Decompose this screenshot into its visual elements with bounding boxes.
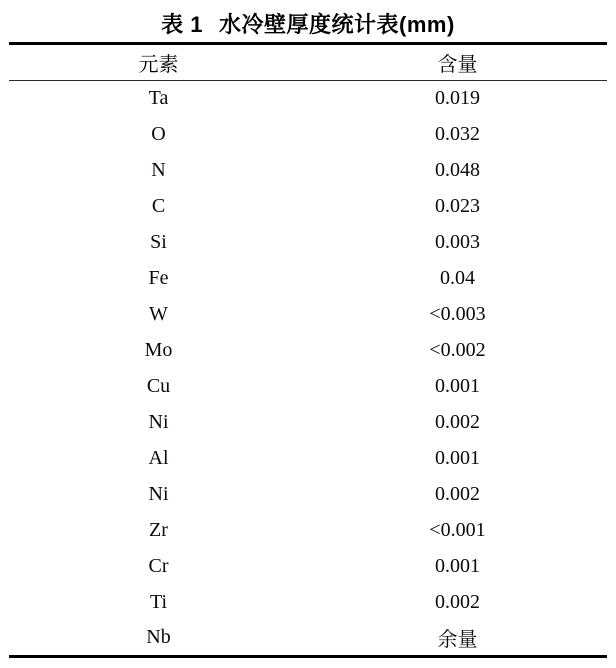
content-cell: 0.001 (435, 447, 480, 469)
element-cell: Cr (148, 555, 169, 577)
element-cell: Cu (146, 375, 171, 397)
table-body (9, 81, 607, 657)
element-cell: Ta (148, 87, 169, 110)
content-cell: <0.002 (429, 339, 486, 361)
table-number-label: 表 1 (161, 11, 204, 37)
composition-table (9, 42, 607, 658)
table-title (0, 0, 616, 42)
table-row (9, 81, 607, 117)
header-element: 元素 (9, 44, 308, 81)
element-cell: Ti (149, 591, 168, 613)
content-cell: <0.001 (429, 519, 486, 541)
header-row (9, 44, 607, 81)
element-cell: Al (148, 447, 169, 469)
content-cell: 0.001 (435, 375, 480, 397)
content-cell: 0.019 (435, 87, 480, 110)
table-row (9, 225, 607, 261)
element-cell: O (151, 123, 166, 145)
content-cell: 0.003 (435, 231, 480, 253)
content-cell: 0.023 (435, 195, 480, 217)
element-cell: Si (150, 231, 167, 253)
element-cell: C (151, 195, 166, 217)
content-cell: 0.04 (440, 267, 475, 289)
table-row (9, 585, 607, 621)
element-cell: Nb (146, 626, 171, 649)
table-row (9, 189, 607, 225)
header-content: 含量 (308, 44, 607, 81)
content-cell: 0.032 (435, 123, 480, 145)
table-row (9, 261, 607, 297)
element-cell: Zr (149, 519, 168, 541)
content-cell: 0.001 (435, 555, 480, 577)
table-row (9, 297, 607, 333)
element-cell: Ni (148, 411, 169, 433)
content-cell: 余量 (437, 629, 478, 652)
element-cell: Ni (148, 483, 169, 505)
table-row (9, 441, 607, 477)
content-cell: 0.048 (435, 159, 480, 181)
content-cell: 0.002 (435, 591, 480, 613)
content-cell: 0.002 (435, 411, 480, 433)
content-cell: 0.002 (435, 483, 480, 505)
table-row (9, 549, 607, 585)
table-row (9, 153, 607, 189)
table-row (9, 405, 607, 441)
content-cell: <0.003 (429, 303, 486, 325)
element-cell: Fe (148, 267, 169, 289)
element-cell: Mo (144, 339, 173, 361)
table-row (9, 333, 607, 369)
table-row (9, 513, 607, 549)
element-cell: N (151, 159, 166, 181)
element-cell: W (149, 303, 168, 325)
table-header (9, 44, 607, 81)
table-title-text: 水冷壁厚度统计表(mm) (219, 11, 455, 37)
table-row (9, 621, 607, 657)
table-row (9, 477, 607, 513)
table-row (9, 117, 607, 153)
table-row (9, 369, 607, 405)
